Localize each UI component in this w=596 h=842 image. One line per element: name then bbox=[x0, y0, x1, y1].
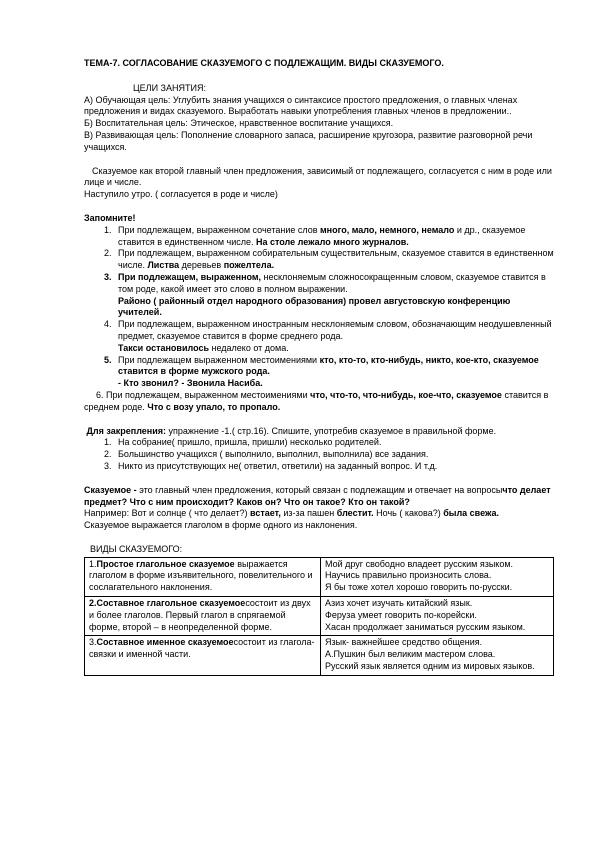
types-heading: ВИДЫ СКАЗУЕМОГО: bbox=[90, 543, 183, 554]
goal-developmental: В) Развивающая цель: Пополнение словарного запаса, расширение кругозора, развитие разговорной речи учащихся. bbox=[84, 129, 533, 152]
exercise-item: 2. Большинство учащихся ( выполнило, выполнил, выполнила) все задания. bbox=[104, 449, 429, 460]
type-cell: 2.Составное глагольное сказуемоесостоит из двух и более глаголов. Первый глагол в спрягаемой форме, второй – в неопределенной форме. bbox=[85, 597, 321, 636]
predicate-intro: Сказуемое как второй главный член предложения, зависимый от подлежащего, согласуется с ним в роде или лице и числе. bbox=[84, 165, 552, 188]
page-title: ТЕМА-7. СОГЛАСОВАНИЕ СКАЗУЕМОГО С ПОДЛЕЖАЩИМ. ВИДЫ СКАЗУЕМОГО. bbox=[84, 58, 444, 68]
intro-example: Наступило утро. ( согласуется в роде и числе) bbox=[84, 189, 278, 200]
predicate-expression: Сказуемое выражается глаголом в форме одного из наклонения. bbox=[84, 520, 358, 531]
type-cell: 3.Составное именное сказуемоесостоит из глагола-связки и именной части. bbox=[85, 636, 321, 675]
predicate-types-table bbox=[84, 557, 554, 676]
table-row bbox=[85, 557, 554, 596]
rule-item: 1. При подлежащем, выраженном сочетание слов много, мало, немного, немало и др., сказуемое ставится в единственном числе. На столе лежало много журналов. bbox=[104, 224, 526, 247]
document-page bbox=[84, 58, 554, 676]
rule-item: 3. При подлежащем, выраженном, несклоняемым сложносокращенным словом, сказуемое ставится в том роде, какой имеет это слово в полном выражении. Районо ( районный отдел народного образования) провел августовскую конференцию учителей. bbox=[104, 271, 546, 318]
examples-cell: Мой друг свободно владеет русским языком. Научись правильно произносить слова. Я бы тоже хотел хорошо говорить по-русски. bbox=[321, 557, 554, 596]
exercise-item: 1. На собрание( пришло, пришла, пришли) несколько родителей. bbox=[104, 437, 382, 448]
exercise-list bbox=[84, 437, 554, 472]
goal-educational: Б) Воспитательная цель: Этическое, нравственное воспитание учащихся. bbox=[84, 118, 394, 129]
table-row bbox=[85, 636, 554, 675]
remember-heading: Запомните! bbox=[84, 212, 136, 223]
examples-cell: Язык- важнейшее средство общения. А.Пушкин был великим мастером слова. Русский язык является одним из мировых языков. bbox=[321, 636, 554, 675]
goals-heading: ЦЕЛИ ЗАНЯТИЯ: bbox=[133, 82, 206, 93]
predicate-example: Например: Вот и солнце ( что делает?) встает, из-за пашен блестит. Ночь ( какова?) была свежа. bbox=[84, 508, 499, 519]
rules-list bbox=[84, 225, 554, 390]
type-cell: 1.Простое глагольное сказуемое выражается глаголом в форме изъявительного, повелительного и сослагательного наклонения. bbox=[85, 557, 321, 596]
examples-cell: Азиз хочет изучать китайский язык. Феруза умеет говорить по-корейски. Хасан продолжает заниматься русским языком. bbox=[321, 597, 554, 636]
predicate-definition: Сказуемое - это главный член предложения, который связан с подлежащим и отвечает на вопросычто делает предмет? Что с ним происходит? Каков он? Что он такое? Кто он такой? bbox=[84, 484, 551, 507]
rule-item: 4. При подлежащем, выраженном иностранным несклоняемым словом, обозначающим неодушевленный предмет, сказуемое ставится в форме среднего рода. Такси остановилось недалеко от дома. bbox=[104, 319, 552, 353]
rule-item: 2. При подлежащем, выраженном собирательным существительным, сказуемое ставится в единственном числе. Листва деревьев пожелтела. bbox=[104, 248, 554, 271]
goal-teaching: А) Обучающая цель: Углубить знания учащихся о синтаксисе простого предложения, о главных членах предложения и видах сказуемого. Выработать навыки употребления главных членов в предложении.. bbox=[84, 94, 518, 117]
exercise-task: Для закрепления: упражнение -1.( стр.16). Спишите, употребив сказуемое в правильной форме. bbox=[86, 425, 497, 436]
exercise-item: 3. Никто из присутствующих не( ответил, ответили) на заданный вопрос. И т.д. bbox=[104, 460, 438, 471]
table-row bbox=[85, 597, 554, 636]
rule-item: 5. При подлежащем выраженном местоимениями кто, кто-то, кто-нибудь, никто, кое-кто, сказуемое ставится в форме мужского рода. - Кто звонил? - Звонила Насиба. bbox=[104, 354, 539, 389]
rule-item-6: 6. При подлежащем, выраженном местоимениями что, что-то, что-нибудь, кое-что, сказуемое ставится в среднем роде. Что с возу упало, то пропало. bbox=[84, 389, 549, 412]
